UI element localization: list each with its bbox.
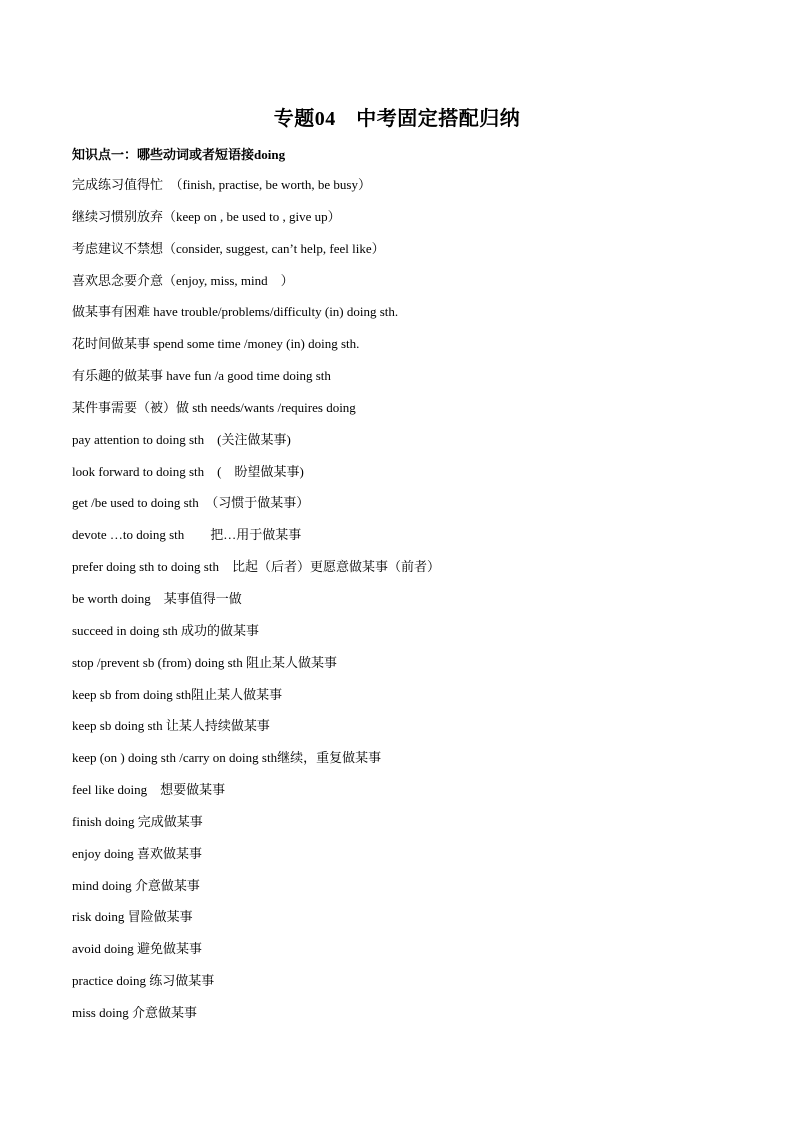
list-item: finish doing 完成做某事	[72, 813, 203, 829]
list-item: 喜欢思念要介意（enjoy, miss, mind ）	[72, 272, 294, 288]
page-title: 专题04 中考固定搭配归纳	[273, 108, 521, 130]
list-item: 继续习惯别放弃（keep on , be used to , give up）	[72, 208, 341, 224]
list-item: 有乐趣的做某事 have fun /a good time doing sth	[72, 368, 331, 384]
list-item: mind doing 介意做某事	[72, 877, 200, 893]
list-item: 考虑建议不禁想（consider, suggest, can’t help, feel like）	[72, 240, 385, 256]
list-item: risk doing 冒险做某事	[72, 909, 193, 925]
list-item: miss doing 介意做某事	[72, 1004, 197, 1020]
list-item: 花时间做某事 spend some time /money (in) doing sth.	[72, 336, 360, 352]
list-item: keep sb from doing sth阻止某人做某事	[72, 686, 283, 702]
list-item: stop /prevent sb (from) doing sth 阻止某人做某事	[72, 654, 338, 670]
section-heading: 知识点一：哪些动词或者短语接doing	[72, 147, 286, 162]
list-item: devote …to doing sth 把…用于做某事	[72, 527, 302, 543]
list-item: 某件事需要（被）做 sth needs/wants /requires doing	[72, 399, 356, 415]
list-item: pay attention to doing sth (关注做某事)	[72, 431, 291, 447]
list-item: 做某事有困难 have trouble/problems/difficulty (in) doing sth.	[72, 304, 399, 320]
list-item: avoid doing 避免做某事	[72, 941, 202, 957]
list-item: keep sb doing sth 让某人持续做某事	[72, 718, 270, 734]
list-item: 完成练习值得忙 （finish, practise, be worth, be busy）	[72, 177, 371, 192]
list-item: keep (on ) doing sth /carry on doing sth继续，重复做某事	[72, 750, 382, 766]
list-item: enjoy doing 喜欢做某事	[72, 845, 202, 861]
list-item: prefer doing sth to doing sth 比起（后者）更愿意做某事（前者）	[72, 559, 440, 575]
list-item: get /be used to doing sth （习惯于做某事）	[72, 495, 310, 511]
list-item: look forward to doing sth ( 盼望做某事)	[72, 463, 304, 479]
list-item: be worth doing 某事值得一做	[72, 590, 242, 606]
list-item: practice doing 练习做某事	[72, 973, 215, 989]
list-item: feel like doing 想要做某事	[72, 782, 226, 798]
phrase-list	[72, 175, 440, 1035]
list-item: succeed in doing sth 成功的做某事	[72, 622, 260, 638]
